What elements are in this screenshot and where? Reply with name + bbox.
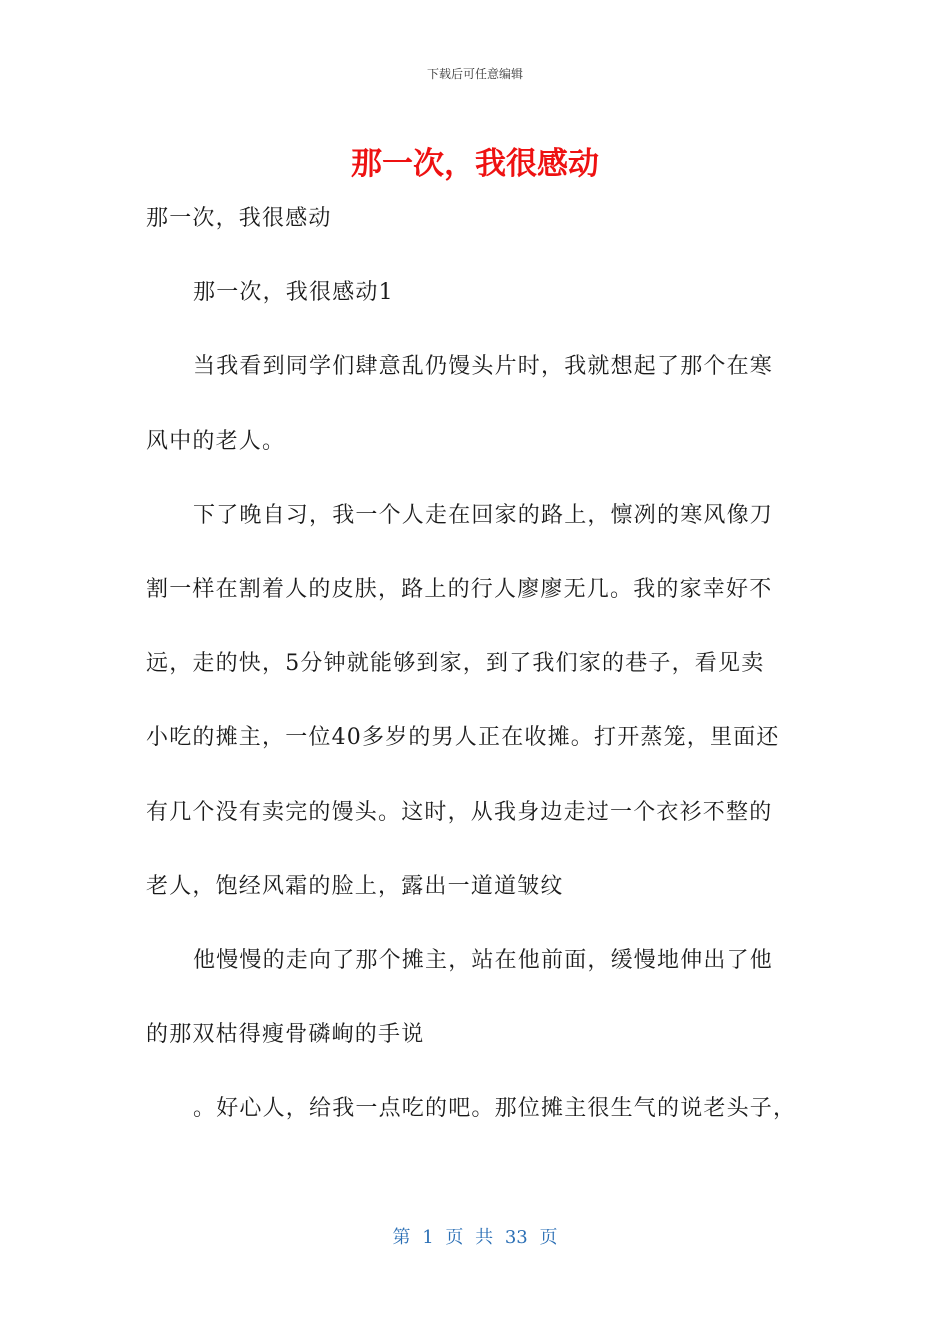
body-line: 远，走的快，5分钟就能够到家，到了我们家的巷子，看见卖 [146,651,765,677]
body-line: 割一样在割着人的皮肤，路上的行人廖廖无几。我的家幸好不 [146,576,773,602]
page-footer-pagination: 第 1 页 共 33 页 [392,1227,558,1248]
body-line: 老人，饱经风霜的脸上，露出一道道皱纹 [146,873,564,899]
body-line: 。好心人，给我一点吃的吧。那位摊主很生气的说老头子， [193,1096,797,1122]
body-line: 下了晚自习，我一个人走在回家的路上，懔冽的寒风像刀 [193,502,774,528]
body-line: 的那双枯得瘦骨磷峋的手说 [146,1022,425,1048]
body-line: 有几个没有卖完的馒头。这时，从我身边走过一个衣衫不整的 [146,799,773,825]
body-line: 当我看到同学们肆意乱仍馒头片时，我就想起了那个在寒 [193,354,774,380]
body-line: 小吃的摊主，一位40多岁的男人正在收摊。打开蒸笼，里面还 [146,725,780,751]
body-line: 风中的老人。 [146,428,286,454]
body-line-subheading: 那一次，我很感动1 [193,280,394,306]
body-line: 他慢慢的走向了那个摊主，站在他前面，缓慢地伸出了他 [193,947,774,973]
document-body [146,200,806,1164]
document-title: 那一次，我很感动 [351,146,599,182]
body-line-heading: 那一次，我很感动 [146,206,332,231]
page-header-note: 下载后可任意编辑 [426,67,523,81]
